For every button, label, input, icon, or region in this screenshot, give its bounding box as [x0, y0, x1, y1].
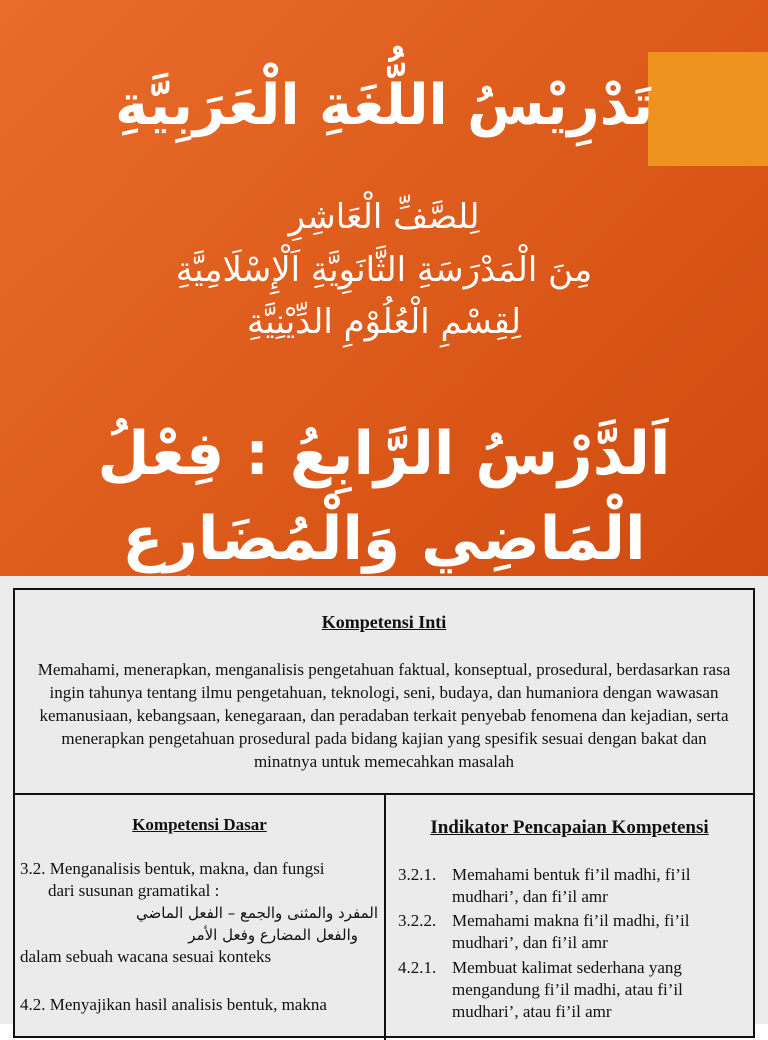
- slide-title: تَدْرِيْسُ اللُّغَةِ الْعَرَبِيَّةِ: [115, 73, 653, 138]
- competency-table: [13, 588, 755, 1038]
- indikator-cell: [386, 795, 753, 1040]
- kompetensi-dasar-cell: [15, 795, 386, 1040]
- indicator-text: Memahami bentuk fi’il madhi, fi’il mudhari’, dan fi’il amr: [452, 865, 691, 906]
- indicator-number: 4.2.1.: [398, 958, 437, 977]
- subtitle-line-2: مِنَ الْمَدْرَسَةِ الثَّانَوِيَّةِ اَلْإِسْلَامِيَّةِ: [175, 250, 593, 290]
- kompetensi-inti-heading: Kompetensi Inti: [321, 612, 447, 632]
- indicator-text: Memahami makna fi’il madhi, fi’il mudhari’, dan fi’il amr: [452, 911, 690, 952]
- indicator-number: 3.2.2.: [398, 911, 437, 930]
- lesson-title-line-2: الْمَاضِي وَالْمُضَارِعِ: [122, 504, 646, 574]
- indicator-item: [398, 910, 743, 954]
- kompetensi-inti-text: Memahami, menerapkan, menganalisis pengetahuan faktual, konseptual, prosedural, berdasarkan rasa ingin tahunya tentang ilmu pengetahuan, teknologi, seni, budaya, dan humaniora dengan wawasan kemanusiaan, kebangsaan, kenegaraan, dan peradaban terkait penyebab fenomena dan kejadian, serta menerapkan pengetahuan prosedural pada bidang kajian yang spesifik sesuai dengan bakat dan minatnya untuk memecahkan masalah: [37, 660, 731, 771]
- kd-arabic-line-2: والفعل المضارع وفعل الأمر: [188, 926, 358, 944]
- kd-item-4-2: 4.2. Menyajikan hasil analisis bentuk, makna: [20, 995, 327, 1014]
- lesson-title-line-1: اَلدَّرْسُ الرَّابِعُ : فِعْلُ: [97, 419, 671, 489]
- indicator-item: [398, 864, 743, 908]
- subtitle-line-1: لِلصَّفِّ الْعَاشِرِ: [288, 197, 480, 237]
- kompetensi-dasar-heading: Kompetensi Dasar: [132, 815, 267, 834]
- kd-item-3-2: [20, 858, 380, 968]
- kd-item-3-2-tail: dalam sebuah wacana sesuai konteks: [20, 947, 272, 966]
- kd-arabic-line-1: المفرد والمثنى والجمع – الفعل الماضي: [136, 904, 378, 922]
- kd-item-3-2-cont: dari susunan gramatikal :: [48, 881, 220, 900]
- kd-item-3-2-line: 3.2. Menganalisis bentuk, makna, dan fungsi: [20, 859, 325, 878]
- document-page: [0, 576, 768, 1024]
- indicator-item: [398, 957, 743, 1023]
- indicator-text: Membuat kalimat sederhana yang mengandung fi’il madhi, atau fi’il mudhari’, atau fi’il amr: [452, 958, 683, 1021]
- indikator-heading: Indikator Pencapaian Kompetensi: [430, 817, 709, 838]
- kompetensi-inti-cell: [15, 590, 753, 795]
- indicator-number: 3.2.1.: [398, 865, 437, 884]
- subtitle-line-3: لِقِسْمِ الْعُلُوْمِ الدِّيْنِيَّةِ: [246, 302, 522, 342]
